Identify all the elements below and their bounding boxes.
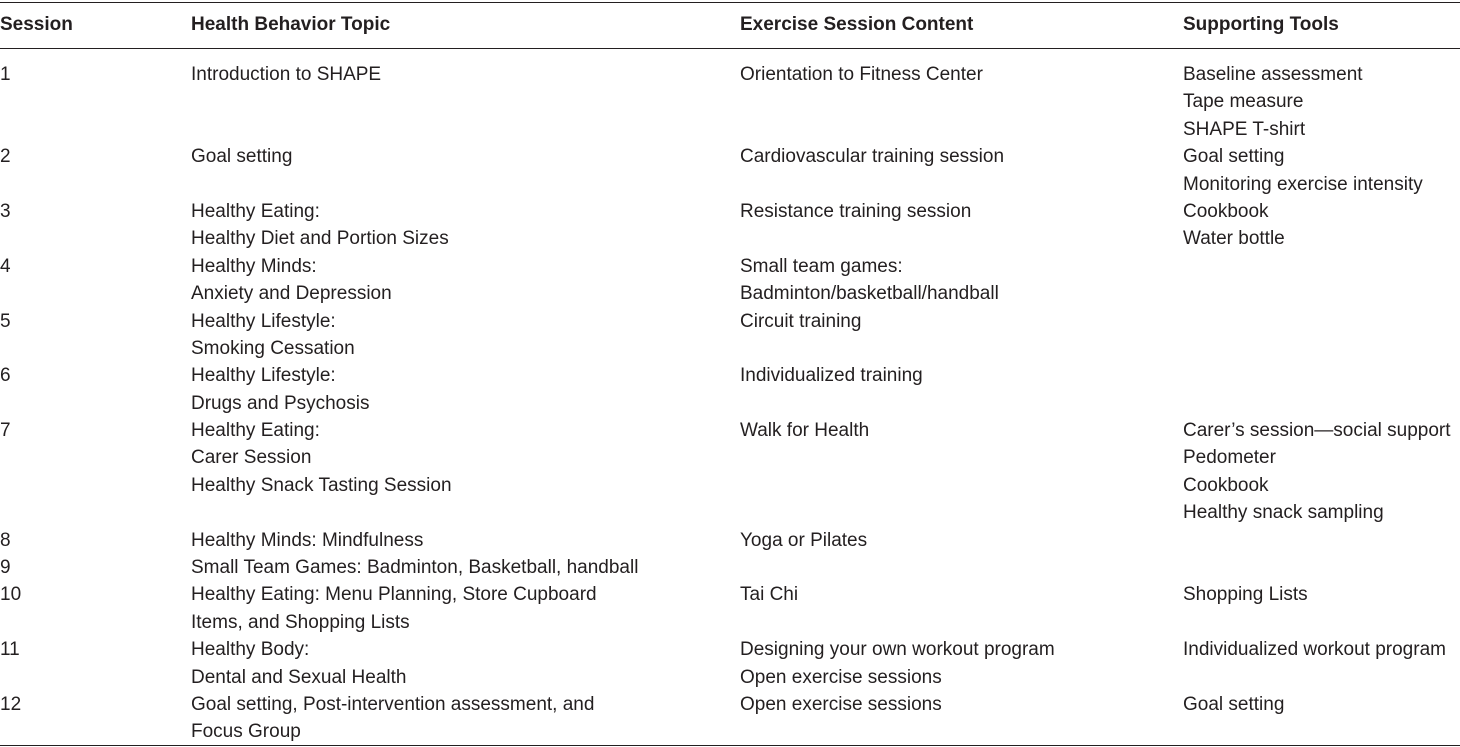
health-behavior-topic xyxy=(191,581,740,636)
session-number-line: 1 xyxy=(0,64,11,85)
exercise-session-content xyxy=(740,636,1183,691)
table-header xyxy=(0,2,1460,48)
health-behavior-topic-line: Anxiety and Depression xyxy=(191,283,392,305)
session-number-line: 11 xyxy=(0,639,20,661)
supporting-tools xyxy=(1183,308,1460,363)
table-row xyxy=(0,554,1460,581)
table-row xyxy=(0,253,1460,308)
exercise-session-content-line: Tai Chi xyxy=(740,584,799,606)
health-behavior-topic-line: Introduction to SHAPE xyxy=(191,64,382,85)
session-number-line: 12 xyxy=(0,693,22,715)
supporting-tools xyxy=(1183,527,1460,554)
health-behavior-topic-line: Healthy Diet and Portion Sizes xyxy=(191,228,449,250)
table-row xyxy=(0,308,1460,363)
table-row xyxy=(0,417,1460,527)
session-number xyxy=(0,48,191,143)
session-number xyxy=(0,143,191,198)
supporting-tools-line: Water bottle xyxy=(1183,228,1285,250)
health-behavior-topic xyxy=(191,691,740,746)
header-supporting-tools: Supporting Tools xyxy=(1183,14,1339,35)
health-behavior-topic-line: Healthy Body: xyxy=(191,639,310,661)
session-number xyxy=(0,636,191,691)
health-behavior-topic xyxy=(191,527,740,554)
table-row xyxy=(0,143,1460,198)
table-row xyxy=(0,48,1460,143)
supporting-tools-line: SHAPE T-shirt xyxy=(1183,118,1306,140)
health-behavior-topic-line: Healthy Eating: xyxy=(191,420,320,442)
session-number xyxy=(0,362,191,417)
health-behavior-topic xyxy=(191,253,740,308)
supporting-tools-line: Cookbook xyxy=(1183,200,1269,222)
supporting-tools-line: Pedometer xyxy=(1183,447,1276,469)
exercise-session-content-line: Badminton/basketball/handball xyxy=(740,283,999,305)
header-health-behavior-topic: Health Behavior Topic xyxy=(191,14,391,35)
header-exercise-session-content: Exercise Session Content xyxy=(740,14,974,35)
health-behavior-topic-line: Healthy Eating: xyxy=(191,200,320,222)
session-number xyxy=(0,253,191,308)
table-row xyxy=(0,581,1460,636)
session-number-line: 5 xyxy=(0,310,11,332)
health-behavior-topic xyxy=(191,636,740,691)
supporting-tools-line: Individualized workout program xyxy=(1183,639,1446,661)
supporting-tools xyxy=(1183,417,1460,527)
health-behavior-topic-line: Focus Group xyxy=(191,721,301,743)
exercise-session-content-line: Orientation to Fitness Center xyxy=(740,64,983,85)
supporting-tools xyxy=(1183,362,1460,417)
supporting-tools-line: Carer’s session—social support xyxy=(1183,420,1451,442)
session-number-line: 8 xyxy=(0,529,11,551)
supporting-tools-line: Goal setting xyxy=(1183,146,1285,168)
supporting-tools-line: Shopping Lists xyxy=(1183,584,1308,606)
health-behavior-topic-line: Healthy Minds: Mindfulness xyxy=(191,529,424,551)
health-behavior-topic xyxy=(191,417,740,527)
health-behavior-topic-line: Healthy Eating: Menu Planning, Store Cupboard xyxy=(191,584,597,606)
session-number-line: 7 xyxy=(0,420,11,442)
header-row xyxy=(0,2,1460,48)
health-behavior-topic xyxy=(191,554,740,581)
exercise-session-content xyxy=(740,198,1183,253)
session-number xyxy=(0,691,191,746)
exercise-session-content-line: Open exercise sessions xyxy=(740,693,942,715)
supporting-tools-line: Healthy snack sampling xyxy=(1183,502,1384,524)
exercise-session-content-line: Yoga or Pilates xyxy=(740,529,868,551)
health-behavior-topic xyxy=(191,143,740,198)
session-number xyxy=(0,554,191,581)
exercise-session-content xyxy=(740,554,1183,581)
exercise-session-content-line: Cardiovascular training session xyxy=(740,146,1005,168)
supporting-tools xyxy=(1183,554,1460,581)
table-body xyxy=(0,48,1460,746)
table-row xyxy=(0,691,1460,746)
exercise-session-content xyxy=(740,48,1183,143)
exercise-session-content xyxy=(740,691,1183,746)
session-number xyxy=(0,581,191,636)
supporting-tools xyxy=(1183,48,1460,143)
exercise-session-content-line: Walk for Health xyxy=(740,420,870,442)
table-row xyxy=(0,636,1460,691)
supporting-tools xyxy=(1183,581,1460,636)
health-behavior-topic-line: Healthy Snack Tasting Session xyxy=(191,474,452,496)
exercise-session-content-line: Designing your own workout program xyxy=(740,639,1055,661)
supporting-tools-line: Tape measure xyxy=(1183,91,1304,113)
session-number xyxy=(0,527,191,554)
supporting-tools xyxy=(1183,143,1460,198)
supporting-tools-line: Cookbook xyxy=(1183,474,1269,496)
header-session: Session xyxy=(0,14,73,35)
exercise-session-content xyxy=(740,417,1183,527)
health-behavior-topic xyxy=(191,362,740,417)
supporting-tools xyxy=(1183,253,1460,308)
supporting-tools xyxy=(1183,691,1460,746)
exercise-session-content xyxy=(740,581,1183,636)
health-behavior-topic-line: Carer Session xyxy=(191,447,312,469)
session-number-line: 2 xyxy=(0,146,11,168)
health-behavior-topic-line: Items, and Shopping Lists xyxy=(191,611,410,633)
session-number xyxy=(0,308,191,363)
exercise-session-content xyxy=(740,143,1183,198)
exercise-session-content xyxy=(740,253,1183,308)
session-number-line: 3 xyxy=(0,200,11,222)
session-number xyxy=(0,198,191,253)
exercise-session-content-line: Resistance training session xyxy=(740,200,972,222)
supporting-tools xyxy=(1183,636,1460,691)
table-row xyxy=(0,527,1460,554)
table-row xyxy=(0,362,1460,417)
health-behavior-topic-line: Smoking Cessation xyxy=(191,337,355,359)
exercise-session-content xyxy=(740,362,1183,417)
health-behavior-topic-line: Goal setting xyxy=(191,146,293,168)
supporting-tools-line: Baseline assessment xyxy=(1183,64,1363,85)
session-number xyxy=(0,417,191,527)
health-behavior-topic-line: Healthy Minds: xyxy=(191,255,317,277)
health-behavior-topic-line: Healthy Lifestyle: xyxy=(191,310,336,332)
health-behavior-topic xyxy=(191,48,740,143)
health-behavior-topic xyxy=(191,198,740,253)
session-number-line: 6 xyxy=(0,365,11,387)
exercise-session-content-line: Open exercise sessions xyxy=(740,666,942,688)
supporting-tools-line: Goal setting xyxy=(1183,693,1285,715)
health-behavior-topic-line: Goal setting, Post-intervention assessment, and xyxy=(191,693,595,715)
table-row xyxy=(0,198,1460,253)
supporting-tools-line: Monitoring exercise intensity xyxy=(1183,173,1423,195)
session-number-line: 10 xyxy=(0,584,22,606)
session-number-line: 9 xyxy=(0,557,11,579)
health-behavior-topic-line: Drugs and Psychosis xyxy=(191,392,370,414)
session-number-line: 4 xyxy=(0,255,11,277)
exercise-session-content-line: Individualized training xyxy=(740,365,923,387)
health-behavior-topic-line: Dental and Sexual Health xyxy=(191,666,407,688)
supporting-tools xyxy=(1183,198,1460,253)
exercise-session-content xyxy=(740,308,1183,363)
exercise-session-content-line: Circuit training xyxy=(740,310,862,332)
health-behavior-topic-line: Healthy Lifestyle: xyxy=(191,365,336,387)
exercise-session-content-line: Small team games: xyxy=(740,255,903,277)
exercise-session-content xyxy=(740,527,1183,554)
health-behavior-topic xyxy=(191,308,740,363)
session-table xyxy=(0,2,1460,746)
health-behavior-topic-line: Small Team Games: Badminton, Basketball, handball xyxy=(191,557,639,579)
